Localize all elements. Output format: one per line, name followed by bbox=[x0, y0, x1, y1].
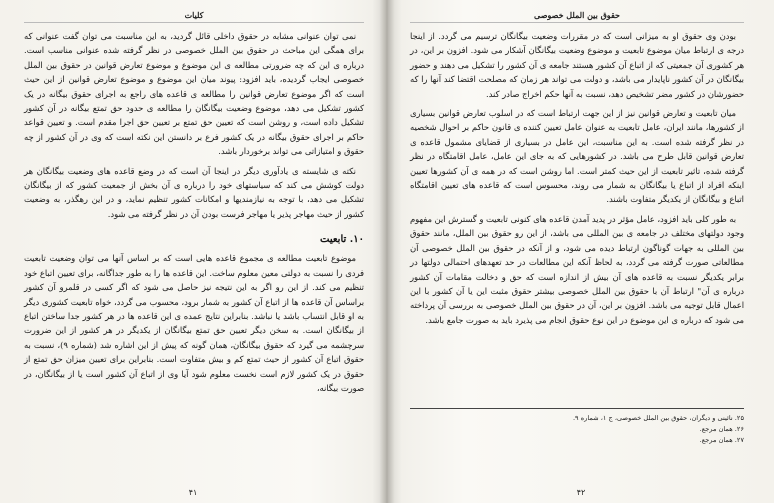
page-number-left: ۴۱ bbox=[188, 488, 198, 497]
paragraph: نکته ی شایسته ی یادآوری دیگر در اینجا آن است که در وضع قاعده های وضعیت بیگانگان هر دولت کوشش می کند که سیاستهای خود را درباره ی آن بخش از جمعیت کشور که از بیگانگان تشکیل می دهد، با توجه به نیازمندیها و امکانات کشور تنظیم نماید، و در این رهگذر، به وضعیت کشور از حیث مهاجر پذیر یا مهاجر فرست بودن آن در نظر گرفته می شود. bbox=[24, 165, 364, 219]
left-page bbox=[0, 0, 386, 503]
right-page bbox=[388, 0, 774, 503]
section-heading: ۱۰. تابعیت bbox=[320, 234, 364, 246]
paragraph: به طور کلی باید افزود، عامل مؤثر در پدید آمدن قاعده های کنونی تابعیت و گسترش این مفهوم وجود دولتهای مختلف در جامعه ی بین المللی می باشد، از این رو حقوق بین الملل، مانند حقوق بین المللی به جهات گوناگون ارتباط دیده می شود، و از آنکه در حقوق بین الملل خصوصی آن مطالعاتی صورت گرفته می گردد، به لحاظ آنکه این مطالعات در حد تعهدهای احتمالی دولتها در برابر یکدیگر نسبت به قاعده های آن بیش از اندازه است که حق و دخالت مقامات آن کشور درباره ی آن" ارتباط آن با حقوق بین الملل خصوصی بیشتر حقوق مثبت این یا آن کشور با این اعمال قابل توجیه می باشد. افزون بر این، آن در حقوق بین الملل خصوصی به بررسی آن پرداخته می شود که درباره ی این موضوع در این نوع حقوق انجام می پذیرد باید به صورت جامع باشد. bbox=[410, 213, 744, 325]
footnote: ۲۶. همان مرجع. bbox=[699, 425, 744, 433]
page-number-right: ۴۲ bbox=[576, 488, 586, 497]
footnotes bbox=[410, 408, 744, 446]
paragraph: موضوع تابعیت مطالعه ی مجموع قاعده هایی است که بر اساس آنها می توان وضعیت تابعیت فردی را نسبت به دولتی معین معلوم ساخت. این قاعده ها را به طور جداگانه، برای تعیین اتباع خود تنظیم می کند. از این رو اگر به این نتیجه نیز حاصل می شود که اگر کسی در قلمرو آن کشور براساس آن قاعده ها از اتباع آن کشور به شمار برود، محسوب می گردد، خواه تابعیت کشوری دیگر به او قابل انتساب باشد یا نباشد. بنابراین نتایج عمده ی این قاعده ها در هر کشور جدا ساختن اتباع از بیگانگان است. به سخن دیگر تعیین حق تمتع بیگانگان از یکدیگر در هر کشور از این ضرورت سرچشمه می گیرد که حقوق بیگانگان، همان گونه که پیش از این اشاره شد (شماره ۹)، نسبت به حقوق اتباع آن کشور از حیث تمتع کم و بیش متفاوت است. بنابراین برای تعیین میزان حق تمتع از حقوق در یک کشور لازم است نخست معلوم شود آیا وی از اتباع آن کشور است یا از بیگانگان، در صورت بیگانه، bbox=[24, 253, 364, 393]
footnote: ۲۷. همان مرجع. bbox=[699, 436, 744, 444]
footnote: ۲۵. نائینی و دیگران، حقوق بین الملل خصوصی، ج ۱، شماره ۹. bbox=[572, 414, 744, 422]
running-head-left: کلیات bbox=[24, 8, 364, 23]
paragraph: بودن وی حقوق او به میزانی است که در مقررات وضعیت بیگانگان ترسیم می گردد. از اینجا درجه ی ارتباط میان موضوع تابعیت و موضوع وضعیت بیگانگان آشکار می شود. افزون بر این، در هر کشوری آن جمعیتی که از اتباع آن کشور هستند جامعه ی آن کشور را تشکیل می دهند و حضور بیگانگان در آن کشور ناپایدار می باشد، و دولت می تواند هر زمان که مصلحت اقتضا کند آنها را که حضورشان در کشور مضر تشخیص دهد، نسبت به آنها حکم اخراج صادر کند. bbox=[410, 31, 744, 99]
paragraph: نمی توان عنوانی مشابه در حقوق داخلی قائل گردید، به این مناسبت می توان گفت عنوانی که برای همگی این مباحث در حقوق بین الملل خصوصی در نظر گرفته شده عنوانی مناسب است. درباره ی این که چه ضرورتی مطالعه ی این موضوع و موضوع تعارض قوانین در حقوق بین الملل خصوصی ایجاب گردیده، باید افزود: پیوند میان این موضوع و موضوع تعارض قوانین از این حیث است که اگر موضوع تعارض قوانین را مطالعه ی قاعده های راجع به اجرای حقوق بیگانه در یک کشور تشکیل می دهد، موضوع وضعیت بیگانگان را مطالعه ی حدود حق تمتع بیگانه در آن کشور تشکیل داده است، و روشن است که تعیین حق تمتع بر تعیین حق اجرا مقدم است. و تعیین قواعد حاکم بر اجرای حقوق بیگانه در یک کشور فرع بر دانستن این نکته است که وی در آن کشور از چه حقوق و امتیازاتی می تواند برخوردار باشد. bbox=[24, 31, 364, 157]
paragraph: میان تابعیت و تعارض قوانین نیز از این جهت ارتباط است که در اسلوب تعارض قوانین بسیاری از کشورها، مانند ایران، عامل تابعیت به عنوان عامل تعیین کننده ی قانون حاکم بر احوال شخصیه در نظر گرفته شده است. به این مناسبت، این عامل در بسیاری از قضایای مشمول قاعده ی تعارض قوانین قابل طرح می باشد. در کشورهایی که به جای این عامل، عامل اقامتگاه در نظر گرفته شده، تاثیر تابعیت از این حیث کمتر است. اما روشن است که در همه ی آن کشورها تعیین اینکه افراد از اتباع یا بیگانگان به شمار می روند، محسوس است که قاعده های تعیین اقامتگاه اتباع و بیگانگان از یکدیگر متفاوت باشند. bbox=[410, 108, 744, 205]
running-head-right: حقوق بین الملل خصوصی bbox=[410, 8, 744, 23]
